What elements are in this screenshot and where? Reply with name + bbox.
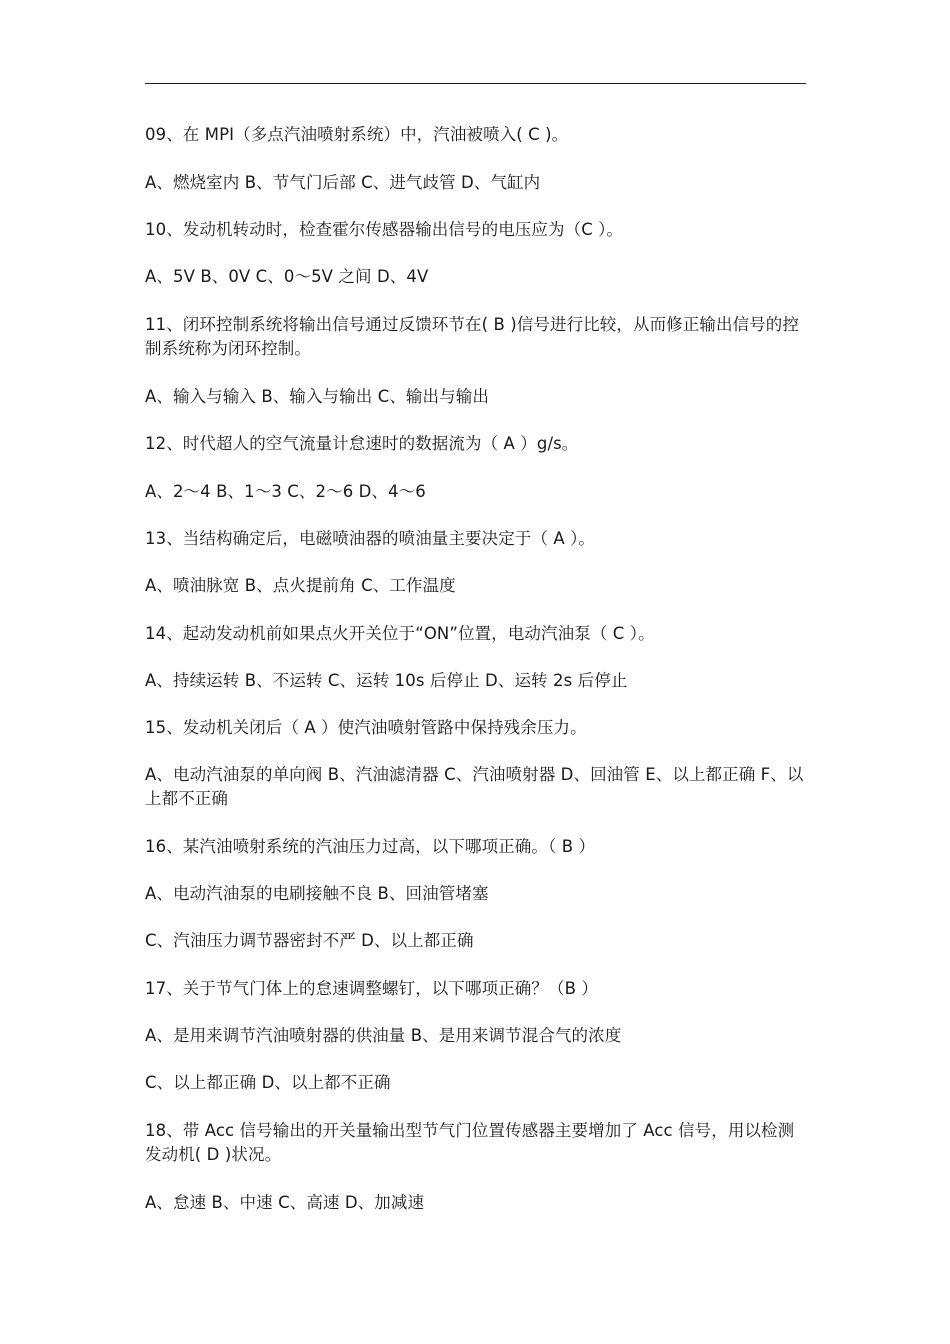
options-15: A、电动汽油泵的单向阀 B、汽油滤清器 C、汽油喷射器 D、回油管 E、以上都正确 F、以上都不正确 xyxy=(145,765,804,808)
header-divider xyxy=(145,83,806,84)
options-13: A、喷油脉宽 B、点火提前角 C、工作温度 xyxy=(145,576,456,595)
question-17: 17、关于节气门体上的怠速调整螺钉，以下哪项正确？（B ） xyxy=(145,979,598,998)
options-10: A、5V B、0V C、0～5V 之间 D、4V xyxy=(145,267,429,286)
options-11: A、输入与输入 B、输入与输出 C、输出与输出 xyxy=(145,387,489,406)
options-09: A、燃烧室内 B、节气门后部 C、进气歧管 D、气缸内 xyxy=(145,173,541,192)
question-18: 18、带 Acc 信号输出的开关量输出型节气门位置传感器主要增加了 Acc 信号，用以检测发动机( D )状况。 xyxy=(145,1121,795,1164)
options-16-b: C、汽油压力调节器密封不严 D、以上都正确 xyxy=(145,931,474,950)
options-18: A、怠速 B、中速 C、高速 D、加减速 xyxy=(145,1193,425,1212)
options-12: A、2～4 B、1～3 C、2～6 D、4～6 xyxy=(145,482,426,501)
options-16-a: A、电动汽油泵的电刷接触不良 B、回油管堵塞 xyxy=(145,884,489,903)
question-12: 12、时代超人的空气流量计怠速时的数据流为（ A ）g/s。 xyxy=(145,434,579,453)
question-16: 16、某汽油喷射系统的汽油压力过高，以下哪项正确。（ B ） xyxy=(145,837,596,856)
options-17-b: C、以上都正确 D、以上都不正确 xyxy=(145,1073,391,1092)
question-10: 10、发动机转动时，检查霍尔传感器输出信号的电压应为（C ）。 xyxy=(145,220,624,239)
question-14: 14、起动发动机前如果点火开关位于“ON”位置，电动汽油泵（ C ）。 xyxy=(145,624,655,643)
question-15: 15、发动机关闭后（ A ）使汽油喷射管路中保持残余压力。 xyxy=(145,718,587,737)
question-13: 13、当结构确定后，电磁喷油器的喷油量主要决定于（ A ）。 xyxy=(145,529,596,548)
options-14: A、持续运转 B、不运转 C、运转 10s 后停止 D、运转 2s 后停止 xyxy=(145,671,628,690)
question-11: 11、闭环控制系统将输出信号通过反馈环节在( B )信号进行比较，从而修正输出信号的控制系统称为闭环控制。 xyxy=(145,315,799,358)
options-17-a: A、是用来调节汽油喷射器的供油量 B、是用来调节混合气的浓度 xyxy=(145,1026,622,1045)
question-09: 09、在 MPI（多点汽油喷射系统）中，汽油被喷入( C )。 xyxy=(145,125,569,144)
